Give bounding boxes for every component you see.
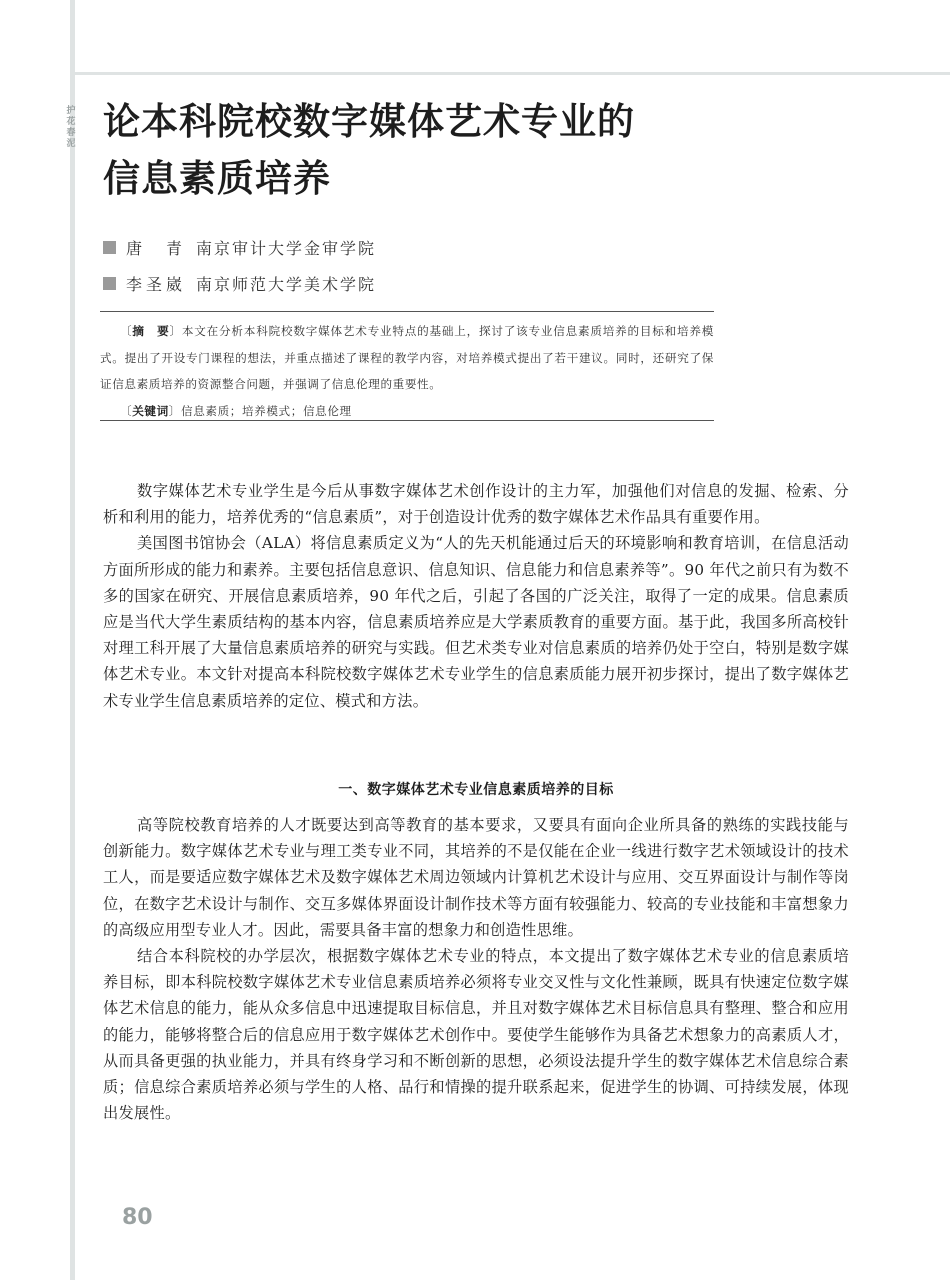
abstract-label: 摘 要	[132, 324, 170, 338]
keywords-text: 信息素质；培养模式；信息伦理	[181, 403, 352, 418]
article-title	[103, 93, 743, 207]
header-rule	[75, 72, 950, 75]
author-affiliation: 南京师范大学美术学院	[196, 274, 377, 294]
abstract-text: 本文在分析本科院校数字媒体艺术专业特点的基础上，探讨了该专业信息素质培养的目标和培养模式。提出了开设专门课程的想法，并重点描述了课程的教学内容，对培养模式提出了若干建议。同时，还研究了保证信息素质培养的资源整合问题，并强调了信息伦理的重要性。	[100, 324, 714, 391]
body-paragraph: 结合本科院校的办学层次，根据数字媒体艺术专业的特点，本文提出了数字媒体艺术专业的信息素质培养目标，即本科院校数字媒体艺术专业信息素质培养必须将专业交叉性与文化性兼顾，既具有快速定位数字媒体艺术信息的能力，能从众多信息中迅速提取目标信息，并且对数字媒体艺术目标信息具有整理、整合和应用的能力，能够将整合后的信息应用于数字媒体艺术创作中。要使学生能够作为具备艺术想象力的高素质人才，从而具备更强的执业能力，并具有终身学习和不断创新的思想，必须设法提升学生的数字媒体艺术信息综合素质；信息综合素质培养必须与学生的人格、品行和情操的提升联系起来，促进学生的协调、可持续发展，体现出发展性。	[103, 947, 849, 1123]
author-name: 唐 青	[126, 238, 187, 258]
square-bullet-icon	[103, 277, 116, 290]
abstract-block	[100, 311, 714, 421]
bracket-close: 〕	[168, 403, 181, 418]
section-1-body	[103, 812, 849, 1126]
square-bullet-icon	[103, 241, 116, 254]
article-title-line-1: 论本科院校数字媒体艺术专业的	[103, 100, 635, 143]
intro-section	[103, 478, 849, 714]
body-paragraph: 美国图书馆协会（ALA）将信息素质定义为“人的先天机能通过后天的环境影响和教育培训，在信息活动方面所形成的能力和素养。主要包括信息意识、信息知识、信息能力和信息素养等”。90 年代之前只有为数不多的国家在研究、开展信息素质培养，90 年代之后，引起了各国的广泛关注，取得了一定的成果。信息素质应是当代大学生素质结构的基本内容，信息素质培养应是大学素质教育的重要方面。基于此，我国多所高校针对理工科开展了大量信息素质培养的研究与实践。但艺术类专业对信息素质的培养仍处于空白，特别是数字媒体艺术专业。本文针对提高本科院校数字媒体艺术专业学生的信息素质能力展开初步探讨，提出了数字媒体艺术专业学生信息素质培养的定位、模式和方法。	[103, 534, 849, 710]
author-name: 李圣崴	[126, 274, 187, 294]
article-title-line-2: 信息素质培养	[103, 157, 331, 200]
abstract-paragraph	[100, 318, 714, 398]
keywords-line	[100, 398, 714, 425]
body-paragraph: 数字媒体艺术专业学生是今后从事数字媒体艺术创作设计的主力军，加强他们对信息的发掘、检索、分析和利用的能力，培养优秀的“信息素质”，对于创造设计优秀的数字媒体艺术作品具有重要作用。	[103, 482, 849, 527]
body-paragraph: 高等院校教育培养的人才既要达到高等教育的基本要求，又要具有面向企业所具备的熟练的实践技能与创新能力。数字媒体艺术专业与理工类专业不同，其培养的不是仅能在企业一线进行数字艺术领域设计的技术工人，而是要适应数字媒体艺术及数字媒体艺术周边领域内计算机艺术设计与应用、交互界面设计与制作等岗位，在数字艺术设计与制作、交互多媒体界面设计制作技术等方面有较强能力、较高的专业技能和丰富想象力的高级应用型专业人才。因此，需要具备丰富的想象力和创造性思维。	[103, 816, 849, 939]
bracket-close: 〕	[169, 324, 182, 338]
author-entry	[103, 229, 703, 265]
section-heading: 一、数字媒体艺术专业信息素质培养的目标	[338, 782, 614, 798]
page-number: 80	[122, 1205, 153, 1230]
author-affiliation: 南京审计大学金审学院	[196, 238, 377, 258]
bracket-open: 〔	[120, 403, 133, 418]
keywords-label: 关键词	[132, 403, 169, 418]
column-label: 护花春泥	[66, 106, 76, 149]
side-decoration-bar	[70, 0, 75, 1280]
bracket-open: 〔	[120, 324, 133, 338]
author-entry	[103, 265, 703, 301]
author-list	[103, 229, 703, 301]
